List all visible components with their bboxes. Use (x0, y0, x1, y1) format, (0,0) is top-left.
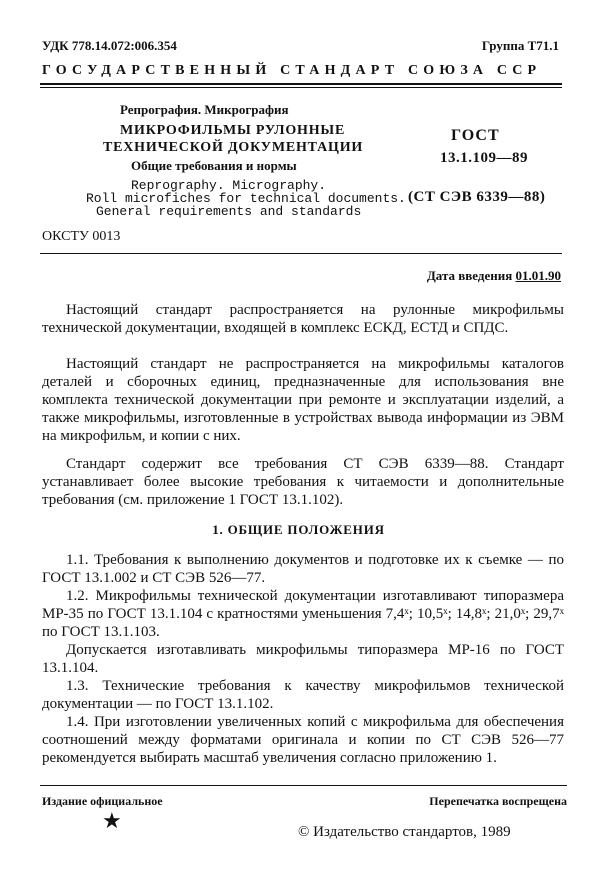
paragraph-exclusions: Настоящий стандарт не распространяется на микрофильмы каталогов деталей и сборочных единиц, предназначенные для использования вне комплекта технической документации при ремонте и эксплуатации изделий, а также микрофильмы, изготовленные в устройствах вывода информации из ЭВМ на микрофильм, и копии с них. (42, 356, 564, 444)
state-standard-heading: ГОСУДАРСТВЕННЫЙ СТАНДАРТ СОЮЗА ССР (42, 63, 542, 78)
item-1-4: 1.4. При изготовлении увеличенных копий с микрофильма для обеспечения соотношений между форматами оригинала и копии по СТ СЭВ 526—77 рекомендуется выбирать масштаб увеличения согласно приложению 1. (42, 714, 564, 766)
publisher-copyright: © Издательство стандартов, 1989 (298, 824, 511, 840)
english-title-line1: Reprography. Micrography. (131, 178, 327, 193)
cev-number: (СТ СЭВ 6339—88) (408, 189, 546, 205)
bottom-rule (40, 785, 567, 786)
middle-rule (40, 253, 562, 254)
item-1-1: 1.1. Требования к выполнению документов и подготовке их к съемке — по ГОСТ 13.1.002 и СТ СЭВ 526—77. (42, 552, 564, 586)
paragraph-requirements: Стандарт содержит все требования СТ СЭВ 6339—88. Стандарт устанавливает более высокие требования к читаемости и дополнительные требования (см. приложение 1 ГОСТ 13.1.102). (42, 456, 564, 508)
paragraph-scope: Настоящий стандарт распространяется на рулонные микрофильмы технической документации, входящей в комплекс ЕСКД, ЕСТД и СПДС. (42, 302, 564, 336)
english-title-line3: General requirements and standards (96, 204, 362, 219)
gost-number: 13.1.109—89 (440, 150, 528, 166)
intro-date (427, 268, 561, 284)
group-code: Группа Т71.1 (481, 38, 559, 53)
udk-code: УДК 778.14.072:006.354 (42, 38, 177, 53)
okstu-code: ОКСТУ 0013 (42, 229, 121, 244)
top-rule-thin (40, 87, 562, 88)
intro-date-value: 01.01.90 (515, 268, 561, 283)
top-rule (40, 83, 562, 85)
reprint-prohibited-label: Перепечатка воспрещена (429, 794, 567, 808)
category-title: Репрография. Микрография (120, 102, 289, 117)
document-title-line2: ТЕХНИЧЕСКОЙ ДОКУМЕНТАЦИИ (103, 140, 364, 155)
intro-date-label: Дата введения (426, 268, 513, 283)
item-1-2-note: Допускается изготавливать микрофильмы типоразмера МР-16 по ГОСТ 13.1.104. (42, 642, 564, 676)
item-1-2: 1.2. Микрофильмы технической документации изготавливают типоразмера МР-35 по ГОСТ 13.1.104 с кратностями уменьшения 7,4ˣ; 10,5ˣ; 14,8ˣ; 21,0ˣ; 29,7ˣ по ГОСТ 13.1.103. (42, 588, 564, 640)
english-title-line2: Roll microfiches for technical documents. (86, 191, 406, 206)
gost-label: ГОСТ (451, 127, 500, 144)
star-icon: ★ (102, 808, 122, 833)
document-title-line1: МИКРОФИЛЬМЫ РУЛОННЫЕ (120, 123, 346, 138)
document-subtitle: Общие требования и нормы (131, 158, 297, 173)
official-edition-label: Издание официальное (42, 794, 163, 808)
section-title: 1. ОБЩИЕ ПОЛОЖЕНИЯ (212, 522, 385, 537)
item-1-3: 1.3. Технические требования к качеству микрофильмов технической документации — по ГОСТ 13.1.102. (42, 678, 564, 712)
